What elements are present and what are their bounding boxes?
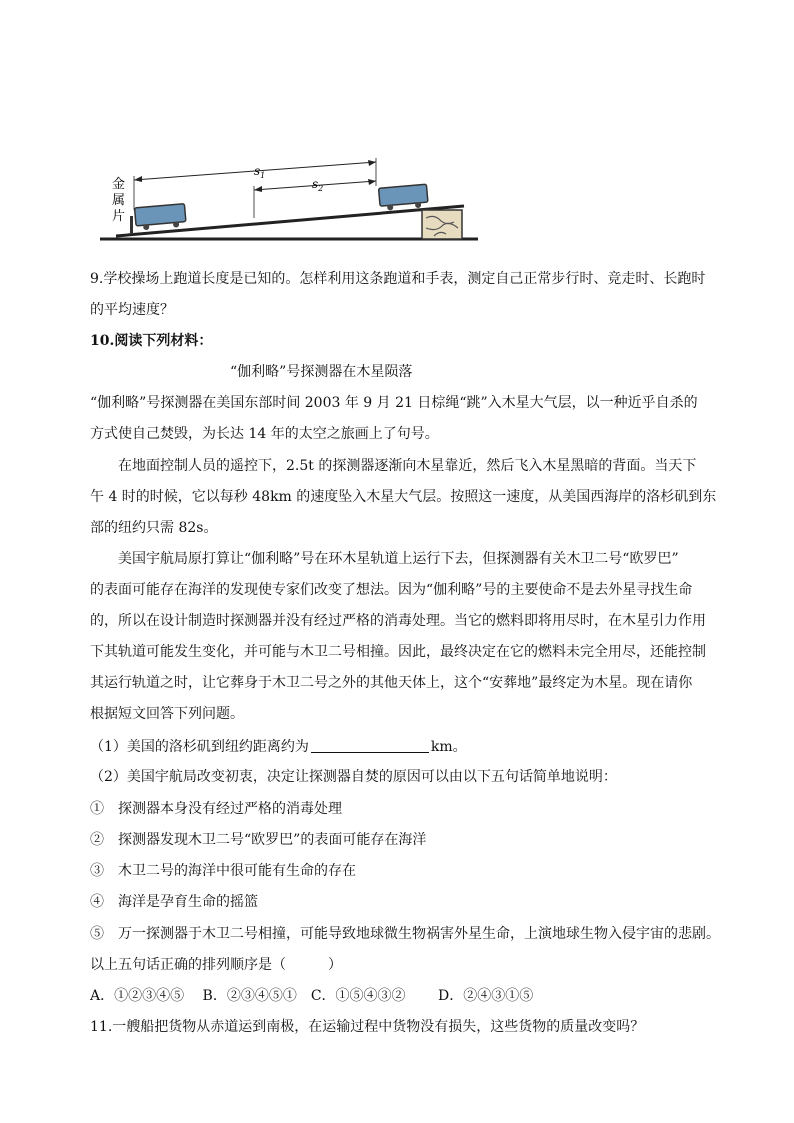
statement-3: ③ 木卫二号的海洋中很可能有生命的存在 (90, 863, 356, 879)
sub-question-2: （2）美国宇航局改变初衷，决定让探测器自焚的原因可以由以下五句话简单地说明： (90, 769, 617, 785)
cart-bottom (135, 204, 187, 231)
sub-question-1-suffix: km。 (430, 739, 467, 755)
statement-4: ④ 海洋是孕育生命的摇篮 (90, 894, 258, 910)
cart-top (379, 184, 429, 211)
statement-1: ① 探测器本身没有经过严格的消毒处理 (90, 801, 342, 817)
p3-line-5: 其运行轨道之时，让它葬身于木卫二号之外的其他天体上，这个“安葬地”最终定为木星。现在请你 (90, 675, 693, 691)
sub-question-1 (90, 737, 467, 757)
p3-line-4: 下其轨道可能发生变化，并可能与木卫二号相撞。因此，最终决定在它的燃料未完全用尽，还能控制 (90, 644, 706, 660)
p1-line-1: “伽利略”号探测器在美国东部时间 2003 年 9 月 21 日棕绳“跳”入木星大气层，以一种近乎自杀的 (90, 395, 698, 411)
s2-label: $s_2$ (312, 177, 324, 193)
incline-diagram (96, 150, 480, 250)
p2-line-3: 部的纽约只需 82s。 (90, 520, 218, 536)
statement-5: ⑤ 万一探测器于木卫二号相撞，可能导致地球微生物祸害外星生命，上演地球生物入侵宇宙的悲剧。 (90, 926, 720, 942)
p3-line-1: 美国宇航局原打算让“伽利略”号在环木星轨道上运行下去，但探测器有关木卫二号“欧罗巴” (118, 551, 679, 567)
q9-line-1: 9.学校操场上跑道长度是已知的。怎样利用这条跑道和手表，测定自己正常步行时、竞走时、长跑时 (90, 271, 706, 287)
metal-plate (130, 216, 133, 234)
s1-label: $s_1$ (254, 164, 266, 180)
order-prompt: 以上五句话正确的排列顺序是（ ） (90, 957, 342, 973)
p2-line-2: 午 4 时的时候，它以每秒 48km 的速度坠入木星大气层。按照这一速度，从美国西海岸的洛杉矶到东 (90, 489, 717, 505)
answer-blank[interactable] (311, 738, 429, 753)
p1-line-2: 方式使自己焚毁，为长达 14 年的太空之旅画上了句号。 (90, 426, 439, 442)
q11-line-1: 11.一艘船把货物从赤道运到南极，在运输过程中货物没有损失，这些货物的质量改变吗？ (90, 1019, 645, 1035)
metal-plate-label-1: 金 (112, 177, 126, 192)
metal-plate-label-3: 片 (112, 209, 126, 224)
sub-question-1-prefix: （1）美国的洛杉矶到纽约距离约为 (90, 739, 309, 755)
q10-heading: 10.阅读下列材料： (90, 333, 213, 349)
answer-options: A．①②③④⑤ B．②③④⑤① C．①⑤④③② D．②④③①⑤ (90, 988, 534, 1004)
q9-line-2: 的平均速度？ (90, 302, 174, 318)
p2-line-1: 在地面控制人员的遥控下，2.5t 的探测器逐渐向木星靠近，然后飞入木星黑暗的背面。当天下 (118, 458, 697, 474)
statement-2: ② 探测器发现木卫二号“欧罗巴”的表面可能存在海洋 (90, 832, 427, 848)
wooden-block (422, 210, 462, 239)
article-title: “伽利略”号探测器在木星陨落 (230, 364, 413, 380)
p3-line-2: 的表面可能存在海洋的发现使专家们改变了想法。因为“伽利略”号的主要使命不是去外星寻找生命 (90, 582, 693, 598)
p3-line-6: 根据短文回答下列问题。 (90, 706, 244, 722)
p3-line-3: 的，所以在设计制造时探测器并没有经过严格的消毒处理。当它的燃料即将用尽时，在木星引力作用 (90, 613, 706, 629)
metal-plate-label-2: 属 (112, 193, 126, 208)
